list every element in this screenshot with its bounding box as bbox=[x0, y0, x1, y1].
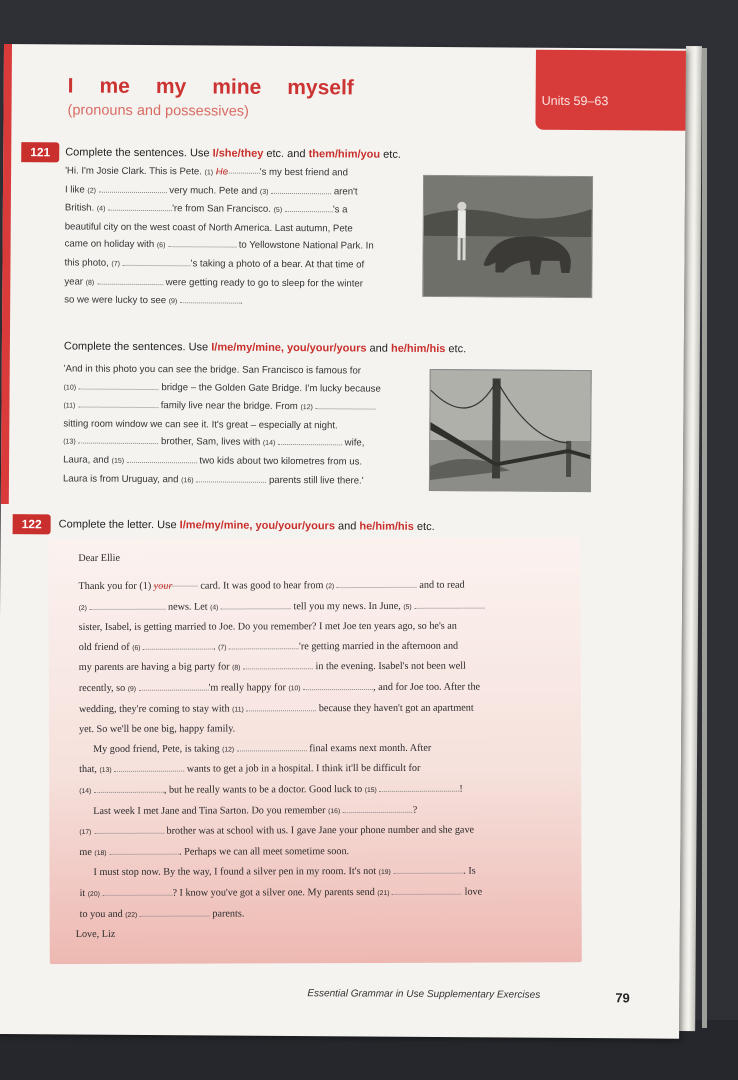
title-word: me bbox=[99, 74, 130, 98]
bear-photo-image bbox=[423, 176, 592, 297]
exercise-instruction-2: Complete the sentences. Use I/me/my/mine, you/your/yours and he/him/his etc. bbox=[63, 340, 467, 356]
answer-blank[interactable] bbox=[140, 906, 210, 916]
answer-blank[interactable] bbox=[285, 202, 333, 212]
page-subtitle: (pronouns and possessives) bbox=[67, 102, 249, 120]
answer-blank[interactable] bbox=[221, 599, 291, 609]
answer-blank[interactable] bbox=[246, 701, 316, 711]
answer-blank[interactable] bbox=[78, 434, 158, 445]
answer-blank[interactable] bbox=[393, 864, 463, 874]
answer-blank[interactable] bbox=[127, 453, 197, 463]
answer-blank[interactable] bbox=[303, 680, 373, 690]
exercise-text-b: 'And in this photo you can see the bridge. San Francisco is famous for (10) bridge – the Golden Gate Bridge. I'm lucky because (11) family live near the bridge. From (12) sitting room window we can see it. It's great – especially at night. (13) brother, Sam, lives with (14) wife, Laura, and (15) two kids about two kilometres from us. Laura is from Uruguay, and (16) parents still live there.' bbox=[62, 363, 381, 487]
photo-man-and-bear bbox=[422, 175, 593, 298]
answer-blank[interactable] bbox=[237, 741, 307, 751]
title-word: my bbox=[155, 75, 187, 99]
book-title-footer: Essential Grammar in Use Supplementary Exercises bbox=[307, 988, 541, 1001]
exercise-instruction: Complete the sentences. Use I/she/they etc. and them/him/you etc. bbox=[65, 146, 401, 161]
answer-blank[interactable] bbox=[108, 201, 172, 211]
answer-blank[interactable] bbox=[343, 802, 413, 812]
answer-blank[interactable] bbox=[337, 578, 417, 588]
answer-blank[interactable] bbox=[79, 379, 159, 390]
units-tab bbox=[535, 50, 686, 131]
answer-blank[interactable] bbox=[414, 598, 484, 608]
letter-body: Thank you for (1) your card. It was good to hear from (2) and to read (2) news. Let (4) tell you my news. In June, (5) sister, Isabel, is getting married to Joe. Do you remember? I met Joe ten years ago, so he's an old friend of (6) . (7) 're getting married in the afternoon and my parents are having a big party for (8) in the evening. Isabel's not been well recently, so (9) 'm really happy for (10) , and for Joe too. After the wedding, they're coming to stay with (11) because they haven't got an apartment yet. So we'll be one big, happy family. My good friend, Pete, is taking (12) final exams next month. After that, (13) wants to get a job in a hospital. I think it'll be difficult for (14) , but he really wants to be a doctor. Good luck to (15) ! Last week I met Jane and Tina Sarton. Do you remember (16) ? (17) brother was at school with us. I gave Jane your phone number and she gave me (18) . Perhaps we can all meet sometime soon. I must stop now. By the way, I found a silver pen in my room. It's not (19) . Is it (20) ? I know you've got a silver one. My parents send (21) love to you and (22) parents. bbox=[78, 575, 559, 925]
exercise-instruction-122: Complete the letter. Use I/me/my/mine, you/your/yours and he/him/his etc. bbox=[58, 518, 435, 534]
answer-blank[interactable] bbox=[102, 886, 172, 896]
page-number: 79 bbox=[615, 990, 630, 1006]
answer-blank[interactable] bbox=[99, 182, 167, 192]
title-word: myself bbox=[287, 75, 354, 100]
exercise-number-122: 122 bbox=[13, 514, 51, 534]
answer-blank[interactable] bbox=[392, 885, 462, 895]
answer-blank[interactable]: your bbox=[154, 577, 198, 587]
title-word: mine bbox=[212, 75, 262, 99]
letter-greeting: Dear Ellie bbox=[78, 552, 120, 565]
answer-blank[interactable] bbox=[139, 681, 209, 691]
answer-blank[interactable] bbox=[316, 399, 376, 409]
answer-blank[interactable]: He bbox=[216, 163, 260, 173]
answer-blank[interactable] bbox=[229, 639, 299, 649]
letter-box bbox=[48, 537, 581, 964]
answer-blank[interactable] bbox=[94, 783, 164, 793]
units-label: Units 59–63 bbox=[541, 93, 609, 109]
book-cover-edge bbox=[702, 48, 707, 1028]
answer-blank[interactable] bbox=[97, 274, 163, 284]
photo-golden-gate-bridge bbox=[429, 369, 592, 492]
answer-blank[interactable] bbox=[379, 782, 459, 792]
answer-blank[interactable] bbox=[271, 183, 331, 193]
answer-blank[interactable] bbox=[168, 238, 236, 248]
answer-blank[interactable] bbox=[109, 844, 179, 854]
answer-blank[interactable] bbox=[89, 599, 165, 609]
answer-blank[interactable] bbox=[94, 824, 164, 834]
bridge-photo-image bbox=[430, 370, 591, 491]
answer-blank[interactable] bbox=[243, 660, 313, 670]
answer-blank[interactable] bbox=[123, 256, 191, 266]
letter-closing: Love, Liz bbox=[75, 928, 116, 941]
answer-blank[interactable] bbox=[196, 472, 266, 482]
answer-blank[interactable] bbox=[78, 398, 158, 409]
page-title bbox=[68, 74, 380, 100]
exercise-number-121: 121 bbox=[21, 142, 59, 162]
answer-blank[interactable] bbox=[143, 639, 213, 649]
answer-blank[interactable] bbox=[278, 435, 342, 445]
exercise-text-a: 'Hi. I'm Josie Clark. This is Pete. (1) He 's my best friend and I like (2) very much. Pete and (3) aren't British. (4) 're from San Francisco. (5) 's a beautiful city on the west coast of North America. Last autumn, Pete came on holiday with (6) to Yellowstone National Park. In this photo, (7) 's taking a photo of a bear. At that time of year (8) were getting ready to go to sleep for the winter so we were lucky to see (9) . bbox=[64, 165, 374, 307]
title-word: I bbox=[67, 74, 74, 98]
book-page bbox=[0, 44, 686, 1039]
answer-blank[interactable] bbox=[114, 762, 184, 772]
page-red-margin bbox=[1, 44, 12, 504]
answer-blank[interactable] bbox=[180, 293, 240, 303]
